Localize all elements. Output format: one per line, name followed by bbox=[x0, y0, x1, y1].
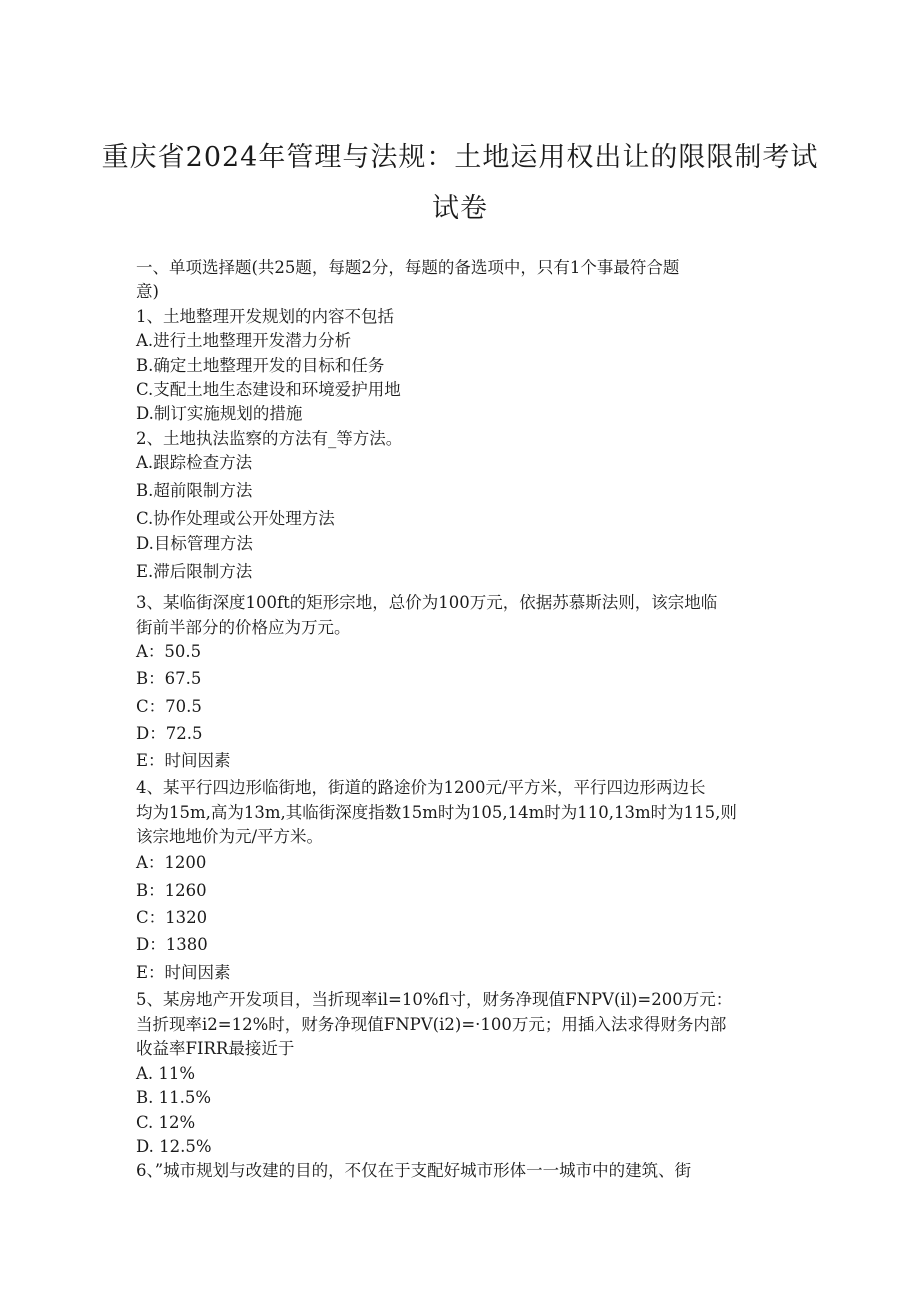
question-1-option-d: D.制订实施规划的措施 bbox=[136, 404, 303, 423]
question-5-stem-line-2: 当折现率i2=12%时，财务净现值FNPV(i2)=·100万元；用插入法求得财务内部 bbox=[136, 1015, 727, 1034]
question-5-stem-line-3: 收益率FIRR最接近于 bbox=[136, 1039, 295, 1058]
question-4-stem-line-2: 均为15m,高为13m,其临街深度指数15m时为105,14m时为110,13m时为115,则 bbox=[136, 803, 737, 822]
question-2-option-e: E.滞后限制方法 bbox=[136, 562, 253, 581]
question-5-option-b: B. 11.5% bbox=[136, 1088, 212, 1107]
document-title-line-2: 试卷 bbox=[432, 193, 488, 224]
question-4-option-c: C：1320 bbox=[136, 908, 208, 927]
question-5-option-d: D. 12.5% bbox=[136, 1137, 212, 1156]
question-2-option-c: C.协作处理或公开处理方法 bbox=[136, 509, 335, 528]
question-1-option-b: B.确定土地整理开发的目标和任务 bbox=[136, 356, 385, 375]
question-3-option-a: A：50.5 bbox=[136, 642, 202, 661]
question-4-stem-line-1: 4、某平行四边形临街地，街道的路途价为1200元/平方米，平行四边形两边长 bbox=[136, 778, 706, 797]
question-5-option-a: A. 11% bbox=[136, 1064, 196, 1083]
question-3-option-e: E：时间因素 bbox=[136, 751, 231, 770]
section-heading-line-2: 意) bbox=[136, 282, 159, 301]
question-4-stem-line-3: 该宗地地价为元/平方米。 bbox=[136, 827, 324, 846]
question-2-stem: 2、土地执法监察的方法有_等方法。 bbox=[136, 429, 403, 448]
question-1-option-a: A.进行土地整理开发潜力分析 bbox=[136, 331, 352, 350]
question-3-stem-line-1: 3、某临街深度100ft的矩形宗地，总价为100万元，依据苏慕斯法则，该宗地临 bbox=[136, 593, 718, 612]
question-3-stem-line-2: 街前半部分的价格应为万元。 bbox=[136, 618, 351, 637]
section-heading-line-1: 一、单项选择题(共25题，每题2分，每题的备选项中，只有1个事最符合题 bbox=[136, 258, 680, 277]
question-4-option-d: D：1380 bbox=[136, 935, 208, 954]
question-3-option-b: B：67.5 bbox=[136, 669, 202, 688]
question-2-option-d: D.目标管理方法 bbox=[136, 534, 253, 553]
question-6-stem-line-1: 6、”城市规划与改建的目的，不仅在于支配好城市形体一一城市中的建筑、街 bbox=[136, 1161, 692, 1180]
question-3-option-c: C：70.5 bbox=[136, 697, 202, 716]
question-4-option-e: E：时间因素 bbox=[136, 963, 231, 982]
question-5-option-c: C. 12% bbox=[136, 1113, 196, 1132]
question-3-option-d: D：72.5 bbox=[136, 724, 203, 743]
question-4-option-b: B：1260 bbox=[136, 881, 207, 900]
question-1-option-c: C.支配土地生态建设和环境爱护用地 bbox=[136, 380, 401, 399]
question-2-option-a: A.跟踪检查方法 bbox=[136, 453, 253, 472]
question-1-stem: 1、土地整理开发规划的内容不包括 bbox=[136, 307, 394, 326]
question-2-option-b: B.超前限制方法 bbox=[136, 481, 253, 500]
document-title-line-1: 重庆省2024年管理与法规：土地运用权出让的限限制考试 bbox=[101, 142, 819, 173]
question-4-option-a: A：1200 bbox=[136, 853, 207, 872]
question-5-stem-line-1: 5、某房地产开发项目，当折现率il=10%fl寸，财务净现值FNPV(il)=200万元： bbox=[136, 990, 733, 1009]
